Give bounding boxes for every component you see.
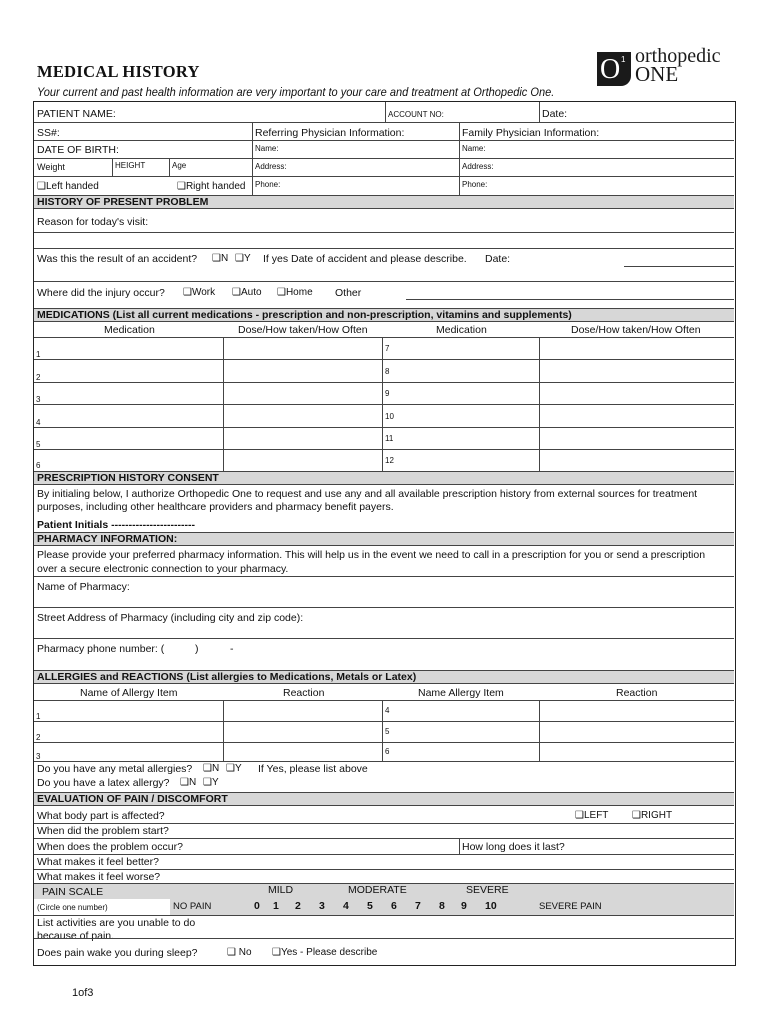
height-label: HEIGHT — [115, 161, 146, 170]
dose-col-left: Dose/How taken/How Often — [238, 324, 368, 336]
referring-phone-label: Phone: — [255, 180, 281, 189]
med-row-num: 9 — [385, 389, 390, 398]
allergy-row-num: 5 — [385, 727, 390, 736]
orthopedic-one-logo — [597, 44, 737, 88]
pain-left-checkbox[interactable]: ❑LEFT — [575, 810, 609, 821]
page-subtitle: Your current and past health information are very important to your care and treatment at Orthopedic One. — [37, 85, 555, 99]
problem-occur-question: When does the problem occur? — [37, 841, 183, 853]
consent-text-line2: purposes, including other healthcare providers and pharmacy benefit payers. — [37, 501, 394, 513]
reaction-col-left: Reaction — [283, 687, 325, 699]
injury-home-checkbox[interactable]: ❑Home — [277, 287, 313, 298]
injury-auto-checkbox[interactable]: ❑Auto — [232, 287, 262, 298]
feel-worse-question: What makes it feel worse? — [37, 871, 161, 883]
allergies-heading: ALLERGIES and REACTIONS (List allergies to Medications, Metals or Latex) — [34, 670, 734, 684]
accident-if-yes-text: If yes Date of accident and please describe. — [263, 253, 467, 265]
allergy-if-yes-text: If Yes, please list above — [258, 763, 368, 775]
referring-address-label: Address: — [255, 162, 287, 171]
latex-allergy-question: Do you have a latex allergy? — [37, 777, 170, 789]
patient-initials-field[interactable]: Patient Initials ------------------------ — [37, 519, 196, 531]
dose-col-right: Dose/How taken/How Often — [571, 324, 701, 336]
med-row-num: 7 — [385, 344, 390, 353]
pain-severe-label: SEVERE — [466, 884, 509, 896]
medication-col-left: Medication — [104, 324, 155, 336]
pain-score-0[interactable]: 0 — [254, 900, 260, 912]
accident-no-checkbox[interactable]: ❑N — [212, 253, 229, 264]
consent-text-line1: By initialing below, I authorize Orthopedic One to request and use any and all available prescription history from external sources for treatment — [37, 488, 698, 500]
pain-score-3[interactable]: 3 — [319, 900, 325, 912]
med-row-num: 11 — [385, 434, 394, 443]
accident-question: Was this the result of an accident? — [37, 253, 198, 265]
pain-score-8[interactable]: 8 — [439, 900, 445, 912]
consent-heading: PRESCRIPTION HISTORY CONSENT — [34, 471, 734, 485]
pharmacy-phone-label: Pharmacy phone number: ( — [37, 643, 165, 655]
med-row-num: 4 — [36, 418, 41, 427]
med-row-num: 1 — [36, 350, 41, 359]
injury-other-label: Other — [335, 287, 362, 299]
pain-score-9[interactable]: 9 — [461, 900, 467, 912]
pain-score-10[interactable]: 10 — [485, 900, 497, 912]
logo-mark-letter: O — [600, 54, 621, 85]
reaction-col-right: Reaction — [616, 687, 658, 699]
allergy-row-num: 4 — [385, 706, 390, 715]
pain-score-7[interactable]: 7 — [415, 900, 421, 912]
pain-heading: EVALUATION OF PAIN / DISCOMFORT — [34, 792, 734, 806]
patient-name-label: PATIENT NAME: — [37, 108, 116, 120]
allergy-row-num: 2 — [36, 733, 41, 742]
present-problem-heading: HISTORY OF PRESENT PROBLEM — [34, 195, 734, 209]
pain-score-2[interactable]: 2 — [295, 900, 301, 912]
family-physician-label: Family Physician Information: — [462, 127, 600, 139]
med-row-num: 10 — [385, 412, 394, 421]
activities-text-line2: because of pain. — [37, 930, 115, 942]
page-number: 1of3 — [72, 987, 94, 999]
severe-pain-label: SEVERE PAIN — [539, 901, 602, 912]
page-title: MEDICAL HISTORY — [37, 62, 200, 81]
weight-label: Weight — [37, 162, 65, 172]
pain-score-4[interactable]: 4 — [343, 900, 349, 912]
circle-instruction: (Circle one number) — [37, 903, 108, 912]
pain-score-5[interactable]: 5 — [367, 900, 373, 912]
medication-col-right: Medication — [436, 324, 487, 336]
med-row-num: 3 — [36, 395, 41, 404]
body-part-question: What body part is affected? — [37, 810, 165, 822]
date-label: Date: — [542, 108, 568, 120]
right-handed-checkbox[interactable]: ❑Right handed — [177, 181, 246, 192]
pain-score-6[interactable]: 6 — [391, 900, 397, 912]
allergy-row-num: 3 — [36, 752, 41, 761]
med-row-num: 2 — [36, 373, 41, 382]
injury-location-question: Where did the injury occur? — [37, 287, 165, 299]
logo-mark-superscript: 1 — [621, 55, 626, 64]
referring-physician-label: Referring Physician Information: — [255, 127, 405, 139]
logo-text-line1: orthopedic — [635, 45, 721, 67]
pain-moderate-label: MODERATE — [348, 884, 407, 896]
medications-heading: MEDICATIONS (List all current medications - prescription and non-prescription, vitamins and supplements) — [34, 308, 734, 322]
metal-yes-checkbox[interactable]: ❑Y — [226, 763, 242, 774]
pain-scale-label: PAIN SCALE — [42, 886, 104, 898]
accident-yes-checkbox[interactable]: ❑Y — [235, 253, 251, 264]
metal-allergy-question: Do you have any metal allergies? — [37, 763, 193, 775]
family-name-label: Name: — [462, 144, 486, 153]
med-row-num: 12 — [385, 456, 394, 465]
pharmacy-name-label: Name of Pharmacy: — [37, 581, 130, 593]
pain-right-checkbox[interactable]: ❑RIGHT — [632, 810, 673, 821]
latex-yes-checkbox[interactable]: ❑Y — [203, 777, 219, 788]
med-row-num: 8 — [385, 367, 390, 376]
sleep-yes-checkbox[interactable]: ❑Yes - Please describe — [272, 947, 378, 958]
reason-label: Reason for today's visit: — [37, 216, 149, 228]
age-label: Age — [172, 161, 187, 170]
accident-date-label: Date: — [485, 253, 511, 265]
latex-no-checkbox[interactable]: ❑N — [180, 777, 197, 788]
sleep-question: Does pain wake you during sleep? — [37, 947, 198, 959]
referring-name-label: Name: — [255, 144, 279, 153]
allergy-name-col-left: Name of Allergy Item — [80, 687, 178, 699]
injury-work-checkbox[interactable]: ❑Work — [183, 287, 216, 298]
family-address-label: Address: — [462, 162, 494, 171]
pharmacy-text-line1: Please provide your preferred pharmacy information. This will help us in the event we need to call in a prescription for you or send a prescription — [37, 549, 706, 561]
pharmacy-address-label: Street Address of Pharmacy (including city and zip code): — [37, 612, 304, 624]
logo-mark — [597, 52, 631, 86]
med-row-num: 5 — [36, 440, 41, 449]
medical-history-form — [33, 101, 736, 966]
left-handed-checkbox[interactable]: ❑Left handed — [37, 181, 99, 192]
allergy-name-col-right: Name Allergy Item — [418, 687, 504, 699]
pharmacy-phone-dash: - — [230, 643, 234, 655]
allergy-row-num: 6 — [385, 747, 390, 756]
allergy-row-num: 1 — [36, 712, 41, 721]
pharmacy-phone-paren: ) — [195, 643, 199, 655]
dob-label: DATE OF BIRTH: — [37, 144, 119, 156]
activities-text-line1: List activities are you unable to do — [37, 917, 196, 929]
how-long-question: How long does it last? — [462, 841, 565, 853]
pain-score-1[interactable]: 1 — [273, 900, 279, 912]
no-pain-label: NO PAIN — [173, 901, 212, 912]
account-no-label: ACCOUNT NO: — [388, 110, 444, 119]
ss-label: SS#: — [37, 127, 60, 139]
feel-better-question: What makes it feel better? — [37, 856, 159, 868]
sleep-no-checkbox[interactable]: ❑ No — [227, 947, 252, 958]
family-phone-label: Phone: — [462, 180, 488, 189]
problem-start-question: When did the problem start? — [37, 825, 169, 837]
pain-mild-label: MILD — [268, 884, 294, 896]
logo-text-line2: ONE — [635, 62, 679, 86]
med-row-num: 6 — [36, 461, 41, 470]
pharmacy-text-line2: over a secure electronic connection to your pharmacy. — [37, 563, 289, 575]
pharmacy-heading: PHARMACY INFORMATION: — [34, 532, 734, 546]
metal-no-checkbox[interactable]: ❑N — [203, 763, 220, 774]
